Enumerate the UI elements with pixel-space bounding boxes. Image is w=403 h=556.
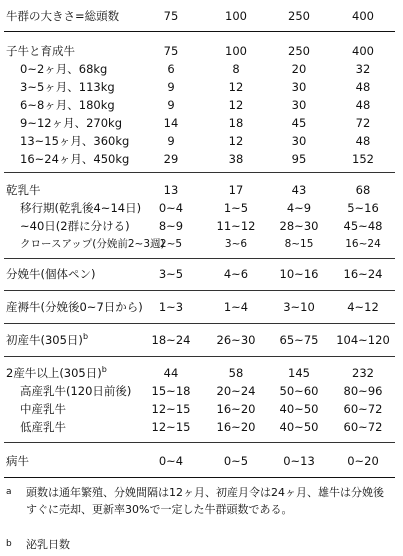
- table-row: [0, 133, 403, 150]
- cell: 18~24: [151, 333, 191, 347]
- table-bottom-rule: [4, 477, 395, 478]
- table-row: [0, 200, 403, 217]
- cell: 12: [228, 134, 244, 148]
- cell: 0~4: [158, 454, 184, 468]
- cell: 65~75: [279, 333, 319, 347]
- table-row: [0, 419, 403, 436]
- cell: 0~13: [283, 454, 315, 468]
- cell: 15~18: [151, 384, 191, 398]
- cell: 250: [288, 44, 310, 58]
- cell: 4~6: [223, 267, 249, 281]
- cell: 30: [291, 80, 307, 94]
- table-row: [0, 218, 403, 235]
- header-label: 牛群の大きさ=総頭数: [6, 9, 120, 23]
- row-label: 病牛: [6, 454, 29, 468]
- cell: 0~20: [347, 454, 379, 468]
- second-lactation-title-row: [0, 365, 403, 382]
- footnote-text: 泌乳日数: [26, 538, 70, 551]
- cell: 3~10: [283, 300, 315, 314]
- row-label: 9~12ヶ月、270kg: [20, 116, 122, 130]
- row-label: 0~2ヶ月、68kg: [20, 62, 108, 76]
- table-row: [0, 115, 403, 132]
- row-label: [6, 332, 88, 349]
- cell: 3~5: [158, 267, 184, 281]
- cell: 9: [167, 80, 175, 94]
- cell: 28~30: [279, 219, 319, 233]
- row-label: [6, 365, 107, 382]
- row-label: 移行期(乾乳後4~14日): [20, 201, 142, 215]
- cell: 11~12: [216, 219, 256, 233]
- cell: 104~120: [336, 333, 390, 347]
- table-header-row: [0, 8, 403, 25]
- cell: 68: [355, 183, 371, 197]
- section-divider: [4, 258, 395, 259]
- dry-title-row: [0, 182, 403, 199]
- header-col-400: 400: [352, 9, 374, 23]
- calves-title-row: [0, 43, 403, 60]
- table-row: [0, 79, 403, 96]
- footnote-text: 頭数は通年繁殖、分娩間隔は12ヶ月、初産月令は24ヶ月、雄牛は分娩後すぐに売却、更新率30%で一定した牛群頭数である。: [26, 486, 384, 516]
- footnote-b: [6, 536, 397, 553]
- cell: 48: [355, 98, 371, 112]
- cell: 2~5: [159, 238, 183, 250]
- table-row: [0, 401, 403, 418]
- header-col-75: 75: [163, 9, 179, 23]
- footnote-mark: a: [6, 487, 12, 497]
- cell: 9: [167, 98, 175, 112]
- cell: 16~20: [216, 420, 256, 434]
- row-label: 低産乳牛: [20, 420, 66, 434]
- header-col-250: 250: [288, 9, 310, 23]
- cell: 20: [291, 62, 307, 76]
- cell: 75: [163, 44, 179, 58]
- footnote-a: [6, 484, 397, 536]
- row-label: ~40日(2群に分ける): [20, 219, 130, 233]
- cell: 38: [228, 152, 244, 166]
- cell: 1~4: [223, 300, 249, 314]
- cell: 232: [352, 366, 374, 380]
- cell: 145: [288, 366, 310, 380]
- row-label: 高産乳牛(120日前後): [20, 384, 132, 398]
- row-label: 産褥牛(分娩後0~7日から): [6, 300, 143, 314]
- row-label: 乾乳牛: [6, 183, 41, 197]
- cell: 17: [228, 183, 244, 197]
- cell: 3~6: [224, 238, 248, 250]
- cell: 12: [228, 98, 244, 112]
- cell: 40~50: [279, 402, 319, 416]
- table-row: [0, 383, 403, 400]
- postpartum-row: [0, 299, 403, 316]
- cell: 12: [228, 80, 244, 94]
- section-divider: [4, 172, 395, 173]
- section-divider: [4, 323, 395, 324]
- cell: 48: [355, 80, 371, 94]
- cell: 20~24: [216, 384, 256, 398]
- header-divider: [4, 31, 395, 32]
- row-label: 子牛と育成牛: [6, 44, 75, 58]
- cell: 6: [167, 62, 175, 76]
- table-row: [0, 236, 403, 253]
- row-label-text: 2産牛以上(305日): [6, 366, 102, 380]
- cell: 0~5: [223, 454, 249, 468]
- cell: 50~60: [279, 384, 319, 398]
- cell: 16~20: [216, 402, 256, 416]
- cell: 43: [291, 183, 307, 197]
- row-label: 16~24ヶ月、450kg: [20, 152, 130, 166]
- row-label: 中産乳牛: [20, 402, 66, 416]
- cell: 45~48: [343, 219, 383, 233]
- first-lactation-row: [0, 332, 403, 349]
- cell: 30: [291, 134, 307, 148]
- row-label: 13~15ヶ月、360kg: [20, 134, 130, 148]
- cell: 29: [163, 152, 179, 166]
- row-label: 3~5ヶ月、113kg: [20, 80, 115, 94]
- cell: 60~72: [343, 420, 383, 434]
- table-row: [0, 97, 403, 114]
- cell: 40~50: [279, 420, 319, 434]
- footnote-ref-b: b: [101, 365, 107, 374]
- cell: 18: [228, 116, 244, 130]
- footnote-ref-b: b: [82, 332, 89, 341]
- cell: 16~24: [343, 267, 383, 281]
- table-row: [0, 151, 403, 168]
- cell: 60~72: [343, 402, 383, 416]
- sick-row: [0, 453, 403, 470]
- cell: 45: [291, 116, 307, 130]
- table-row: [0, 61, 403, 78]
- cell: 30: [291, 98, 307, 112]
- cell: 26~30: [216, 333, 256, 347]
- section-divider: [4, 290, 395, 291]
- cell: 32: [355, 62, 371, 76]
- row-label: クロースアップ(分娩前2~3週): [20, 238, 165, 250]
- cell: 5~16: [347, 201, 379, 215]
- row-label: 分娩牛(個体ペン): [6, 267, 96, 281]
- header-col-100: 100: [225, 9, 247, 23]
- cell: 95: [291, 152, 307, 166]
- cell: 9: [167, 134, 175, 148]
- section-divider: [4, 442, 395, 443]
- cell: 0~4: [158, 201, 184, 215]
- cell: 72: [355, 116, 371, 130]
- cell: 14: [163, 116, 179, 130]
- cell: 58: [228, 366, 244, 380]
- cell: 10~16: [279, 267, 319, 281]
- row-label-text: 初産牛(305日): [6, 333, 83, 347]
- cell: 80~96: [343, 384, 383, 398]
- cell: 152: [352, 152, 374, 166]
- row-label: 6~8ヶ月、180kg: [20, 98, 115, 112]
- cell: 400: [352, 44, 374, 58]
- cell: 1~5: [223, 201, 249, 215]
- cell: 13: [163, 183, 179, 197]
- cell: 4~9: [286, 201, 312, 215]
- calving-row: [0, 266, 403, 283]
- cell: 12~15: [151, 402, 191, 416]
- cell: 12~15: [151, 420, 191, 434]
- cell: 16~24: [345, 238, 381, 250]
- cell: 8~9: [158, 219, 184, 233]
- cell: 1~3: [158, 300, 184, 314]
- cell: 100: [225, 44, 247, 58]
- cell: 44: [163, 366, 179, 380]
- cell: 8: [232, 62, 240, 76]
- footnote-mark: b: [6, 539, 12, 549]
- cell: 48: [355, 134, 371, 148]
- cell: 8~15: [284, 238, 314, 250]
- section-divider: [4, 356, 395, 357]
- cell: 4~12: [347, 300, 379, 314]
